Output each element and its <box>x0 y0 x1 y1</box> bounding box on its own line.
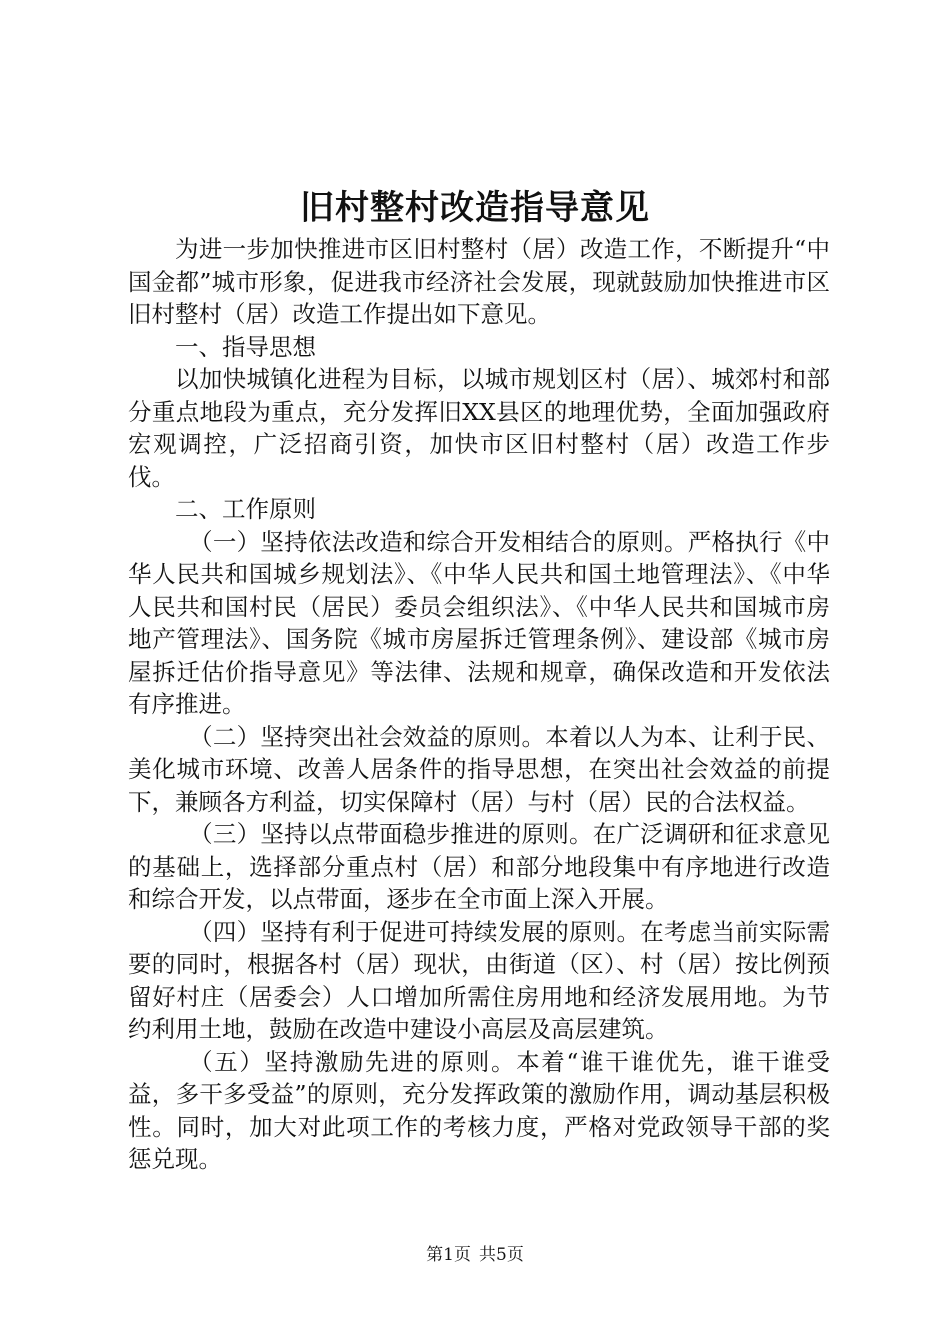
principle-4-paragraph: （四）坚持有利于促进可持续发展的原则。在考虑当前实际需要的同时，根据各村（居）现状，由街道（区）、村（居）按比例预留好村庄（居委会）人口增加所需住房用地和经济发展用地。为节约利用土地，鼓励在改造中建设小高层及高层建筑。 <box>128 917 830 1043</box>
section-heading-work-principles: 二、工作原则 <box>175 495 316 523</box>
principle-3-paragraph: （三）坚持以点带面稳步推进的原则。在广泛调研和征求意见的基础上，选择部分重点村（居）和部分地段集中有序地进行改造和综合开发，以点带面，逐步在全市面上深入开展。 <box>128 820 830 913</box>
section-heading-guiding-ideology: 一、指导思想 <box>175 332 316 361</box>
document-body <box>128 233 830 1176</box>
page-footer <box>0 1244 950 1266</box>
guiding-ideology-paragraph: 以加快城镇化进程为目标，以城市规划区村（居）、城郊村和部分重点地段为重点，充分发挥旧XX县区的地理优势，全面加强政府宏观调控，广泛招商引资，加快市区旧村整村（居）改造工作步伐。 <box>128 365 830 491</box>
page-total: 共5页 <box>479 1245 524 1265</box>
principle-1-paragraph: （一）坚持依法改造和综合开发相结合的原则。严格执行《中华人民共和国城乡规划法》、《中华人民共和国土地管理法》、《中华人民共和国村民（居民）委员会组织法》、《中华人民共和国城市房地产管理法》、国务院《城市房屋拆迁管理条例》、建设部《城市房屋拆迁估价指导意见》等法律、法规和规章，确保改造和开发依法有序推进。 <box>128 527 830 718</box>
principle-5-paragraph: （五）坚持激励先进的原则。本着“谁干谁优先，谁干谁受益，多干多受益”的原则，充分发挥政策的激励作用，调动基层积极性。同时，加大对此项工作的考核力度，严格对党政领导干部的奖惩兑现。 <box>128 1047 830 1173</box>
intro-paragraph: 为进一步加快推进市区旧村整村（居）改造工作，不断提升“中国金都”城市形象，促进我市经济社会发展，现就鼓励加快推进市区旧村整村（居）改造工作提出如下意见。 <box>128 235 830 328</box>
page-number: 第1页 <box>426 1245 471 1265</box>
document-title: 旧村整村改造指导意见 <box>300 188 650 228</box>
principle-2-paragraph: （二）坚持突出社会效益的原则。本着以人为本、让利于民、美化城市环境、改善人居条件的指导思想，在突出社会效益的前提下，兼顾各方利益，切实保障村（居）与村（居）民的合法权益。 <box>128 722 830 816</box>
